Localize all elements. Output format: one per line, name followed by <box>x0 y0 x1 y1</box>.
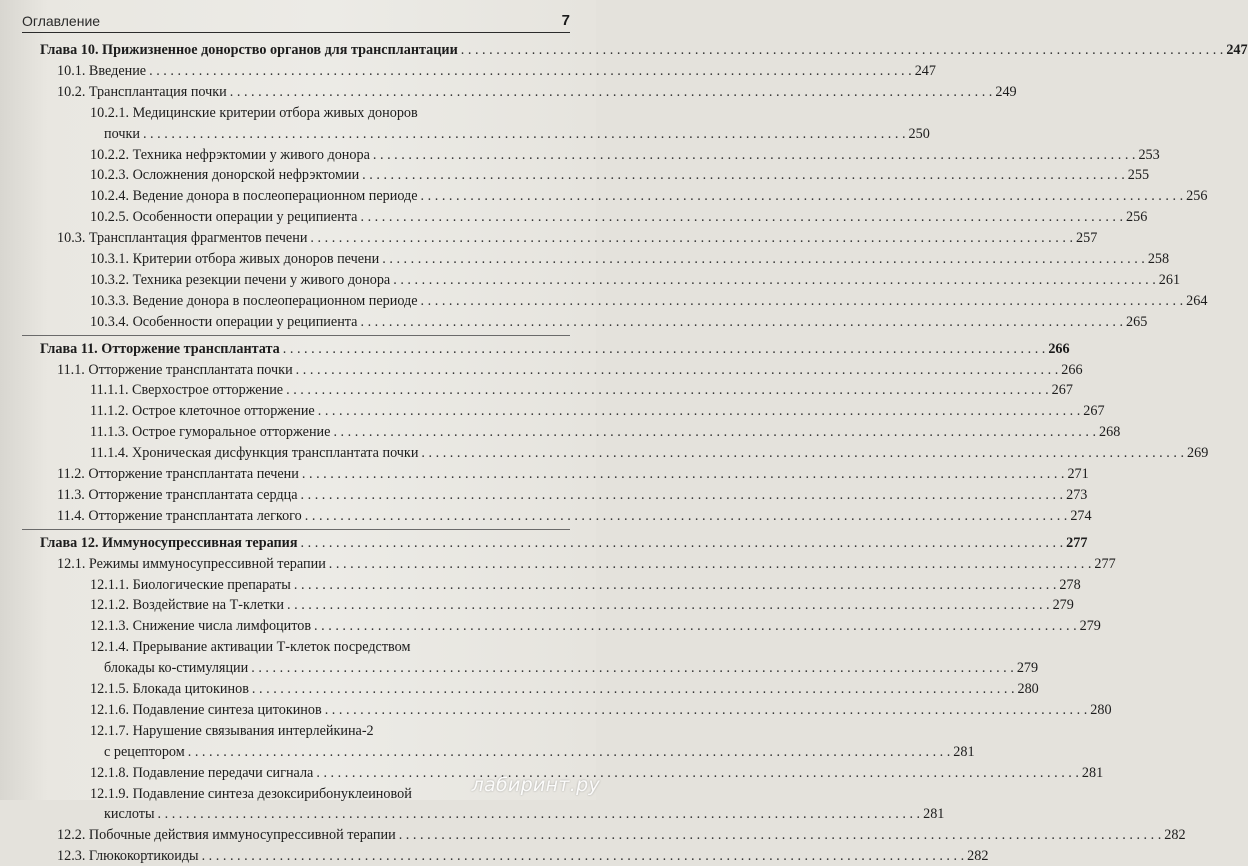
toc-entry[interactable] <box>90 207 1148 227</box>
dot-leader <box>360 312 1123 332</box>
toc-entry-page: 247 <box>914 62 936 79</box>
toc-entry[interactable] <box>57 485 1088 505</box>
dot-leader <box>149 61 912 81</box>
dot-leader <box>373 145 1136 165</box>
toc-entry-title: Глава 12. Иммуносупрессивная терапия <box>40 534 298 551</box>
toc-entry-title: 10.3.3. Ведение донора в послеоперационном периоде <box>90 292 418 309</box>
dot-leader <box>158 804 921 824</box>
toc-entry[interactable] <box>90 145 1160 165</box>
toc-entry-page: 250 <box>908 125 930 142</box>
toc-entry[interactable] <box>90 249 1170 269</box>
toc-entry-page: 278 <box>1059 576 1081 593</box>
toc-entry-title: 12.1.2. Воздействие на Т-клетки <box>90 597 284 614</box>
dot-leader <box>362 165 1125 185</box>
toc-entry[interactable] <box>104 742 975 762</box>
toc-entry-title: 12.1.5. Блокада цитокинов <box>90 681 249 697</box>
toc-entry-page: 266 <box>1061 361 1083 378</box>
toc-entry-title: Глава 10. Прижизненное донорство органов для трансплантации <box>40 42 458 58</box>
toc-entry[interactable] <box>57 228 1098 248</box>
toc-entry-page: 247 <box>1226 42 1248 58</box>
toc-entry-page: 257 <box>1076 230 1098 247</box>
dot-leader <box>318 401 1081 421</box>
toc-entry[interactable] <box>90 595 1074 615</box>
toc-entry-title: 10.2.4. Ведение донора в послеоперационном периоде <box>90 188 418 205</box>
toc-entry-title: 11.4. Отторжение трансплантата легкого <box>57 507 302 524</box>
toc-entry-title: блокады ко-стимуляции <box>104 660 249 677</box>
toc-entry-page: 273 <box>1066 486 1088 503</box>
dot-leader <box>305 506 1068 526</box>
toc-entry-page: 282 <box>967 848 989 865</box>
toc-entry-page: 268 <box>1099 424 1121 441</box>
toc-entry-page: 277 <box>1066 534 1088 551</box>
toc-entry-page: 281 <box>923 806 945 823</box>
toc-entry-title: 10.2.3. Осложнения донорской нефрэктомии <box>90 167 360 184</box>
toc-entry-page: 281 <box>953 743 975 760</box>
toc-entry-page: 280 <box>1017 681 1039 697</box>
dot-leader <box>333 422 1096 442</box>
toc-chapter[interactable] <box>40 40 1248 60</box>
dot-leader <box>252 679 1015 699</box>
toc-entry-title: 12.2. Побочные действия иммуносупрессивной терапии <box>57 827 396 844</box>
toc-entry-title: 11.1. Отторжение трансплантата почки <box>57 361 293 378</box>
dot-leader <box>316 763 1079 783</box>
dot-leader <box>421 443 1184 463</box>
toc-entry[interactable] <box>90 679 1039 699</box>
dot-leader <box>310 228 1073 248</box>
toc-entry[interactable] <box>90 270 1181 290</box>
toc-entry-title: 11.3. Отторжение трансплантата сердца <box>57 486 298 503</box>
toc-chapter[interactable] <box>40 339 1070 359</box>
toc-entry-page: 264 <box>1186 292 1208 309</box>
dot-leader <box>302 464 1065 484</box>
toc-entry[interactable] <box>90 186 1208 206</box>
toc-entry-title: 10.3.4. Особенности операции у реципиента <box>90 313 358 330</box>
toc-entry-page: 281 <box>1081 764 1104 781</box>
dot-leader <box>202 846 965 866</box>
dot-leader <box>325 700 1088 720</box>
toc-entry-title: 11.2. Отторжение трансплантата печени <box>57 466 299 482</box>
toc-entry[interactable] <box>57 825 1186 845</box>
toc-entry-page: 256 <box>1126 209 1148 226</box>
header-title: Оглавление <box>22 13 101 29</box>
toc-entry-title: кислоты <box>104 806 155 823</box>
toc-entry-page: 265 <box>1126 313 1148 330</box>
toc-entry[interactable] <box>57 506 1092 526</box>
dot-leader <box>188 742 951 762</box>
toc-entry[interactable] <box>90 700 1112 720</box>
dot-leader <box>393 270 1156 290</box>
toc-entry-page: 279 <box>1079 618 1101 635</box>
toc-chapter[interactable] <box>40 533 1088 553</box>
toc-entry-title: 11.1.1. Сверхострое отторжение <box>90 382 284 399</box>
toc-entry-title: 12.1.3. Снижение числа лимфоцитов <box>90 618 312 635</box>
toc-entry[interactable] <box>104 804 945 824</box>
toc-entry-title: 12.1.8. Подавление передачи сигнала <box>90 764 314 781</box>
toc-entry-first-line: 10.2.1. Медицинские критерии отбора живых доноров <box>90 104 418 121</box>
page-number: 7 <box>561 12 570 29</box>
toc-entry-title: 10.2.5. Особенности операции у реципиента <box>90 209 358 226</box>
toc-entry-page: 267 <box>1051 382 1073 399</box>
watermark-logo: лабиринт.ру <box>471 774 600 796</box>
dot-leader <box>421 186 1184 206</box>
toc-entry[interactable] <box>90 312 1148 332</box>
toc-entry-title: с рецептором <box>104 743 185 760</box>
toc-entry-title: 12.1.1. Биологические препараты <box>90 576 291 593</box>
dot-leader <box>301 533 1064 553</box>
toc-entry-page: 280 <box>1090 701 1112 718</box>
dot-leader <box>461 40 1224 60</box>
toc-entry-page: 255 <box>1127 167 1150 184</box>
toc-entry[interactable] <box>57 554 1116 574</box>
toc-entry[interactable] <box>90 422 1121 442</box>
dot-leader <box>382 249 1145 269</box>
toc-entry-page: 267 <box>1083 403 1105 420</box>
toc-entry[interactable] <box>57 61 936 81</box>
toc-entry-title: 10.3.1. Критерии отбора живых доноров печени <box>90 251 380 267</box>
dot-leader <box>283 339 1046 359</box>
toc-entry[interactable] <box>57 360 1083 380</box>
toc-entry-page: 279 <box>1016 660 1039 677</box>
dot-leader <box>360 207 1123 227</box>
toc-entry[interactable] <box>90 291 1208 311</box>
toc-entry-page: 279 <box>1052 597 1074 614</box>
toc-entry-page: 258 <box>1147 251 1170 267</box>
chapter-separator <box>22 335 570 336</box>
toc-entry-title: 10.3.2. Техника резекции печени у живого донора <box>90 271 391 288</box>
toc-entry[interactable] <box>90 380 1073 400</box>
toc-entry-title: 11.1.2. Острое клеточное отторжение <box>90 403 315 420</box>
toc-entry-title: 12.3. Глюкокортикоиды <box>57 848 199 865</box>
dot-leader <box>286 380 1049 400</box>
toc-entry[interactable] <box>90 401 1105 421</box>
dot-leader <box>143 124 906 144</box>
dot-leader <box>296 360 1059 380</box>
toc-entry-first-line: 12.1.9. Подавление синтеза дезоксирибонуклеиновой <box>90 785 412 802</box>
dot-leader <box>329 554 1092 574</box>
toc-entry-page: 277 <box>1094 555 1116 572</box>
toc-entry[interactable] <box>104 124 930 144</box>
toc-entry-title: 10.2.2. Техника нефрэктомии у живого донора <box>90 146 370 163</box>
toc-entry[interactable] <box>57 82 1017 102</box>
toc-entry-title: 12.1. Режимы иммуносупрессивной терапии <box>57 555 326 572</box>
toc-entry-page: 253 <box>1138 146 1160 163</box>
toc-entry-title: 11.1.4. Хроническая дисфункция трансплантата почки <box>90 445 419 462</box>
toc-entry[interactable] <box>90 443 1209 463</box>
toc-entry-title: 10.2. Трансплантация почки <box>57 83 227 100</box>
dot-leader <box>294 575 1057 595</box>
toc-entry-first-line: 12.1.4. Прерывание активации Т-клеток посредством <box>90 639 411 656</box>
toc-entry-page: 282 <box>1164 827 1186 844</box>
toc-entry-page: 274 <box>1070 507 1092 524</box>
toc-entry[interactable] <box>57 846 989 866</box>
dot-leader <box>301 485 1064 505</box>
toc-entry-title: 10.1. Введение <box>57 62 147 79</box>
toc-entry-page: 271 <box>1067 466 1089 482</box>
toc-entry-page: 249 <box>995 83 1017 100</box>
toc-entry-title: почки <box>104 125 140 142</box>
toc-entry[interactable] <box>90 616 1101 636</box>
chapter-separator <box>22 529 570 530</box>
toc-entry[interactable] <box>57 464 1089 484</box>
toc-entry[interactable] <box>90 575 1081 595</box>
toc-entry-title: 10.3. Трансплантация фрагментов печени <box>57 230 308 247</box>
dot-leader <box>251 658 1014 678</box>
toc-entry-title: Глава 11. Отторжение трансплантата <box>40 340 280 357</box>
toc-entry[interactable] <box>90 165 1150 185</box>
dot-leader <box>399 825 1162 845</box>
toc-entry[interactable] <box>104 658 1039 678</box>
dot-leader <box>230 82 993 102</box>
toc-entry-first-line: 12.1.7. Нарушение связывания интерлейкина-2 <box>90 722 374 739</box>
toc-entry-page: 261 <box>1158 271 1181 288</box>
dot-leader <box>287 595 1050 615</box>
toc-entry-page: 266 <box>1048 340 1070 357</box>
toc-entry-title: 11.1.3. Острое гуморальное отторжение <box>90 424 331 441</box>
dot-leader <box>421 291 1184 311</box>
dot-leader <box>314 616 1077 636</box>
toc-entry-title: 12.1.6. Подавление синтеза цитокинов <box>90 701 322 718</box>
toc-entry-page: 256 <box>1186 188 1208 205</box>
toc-entry-page: 269 <box>1187 445 1209 462</box>
